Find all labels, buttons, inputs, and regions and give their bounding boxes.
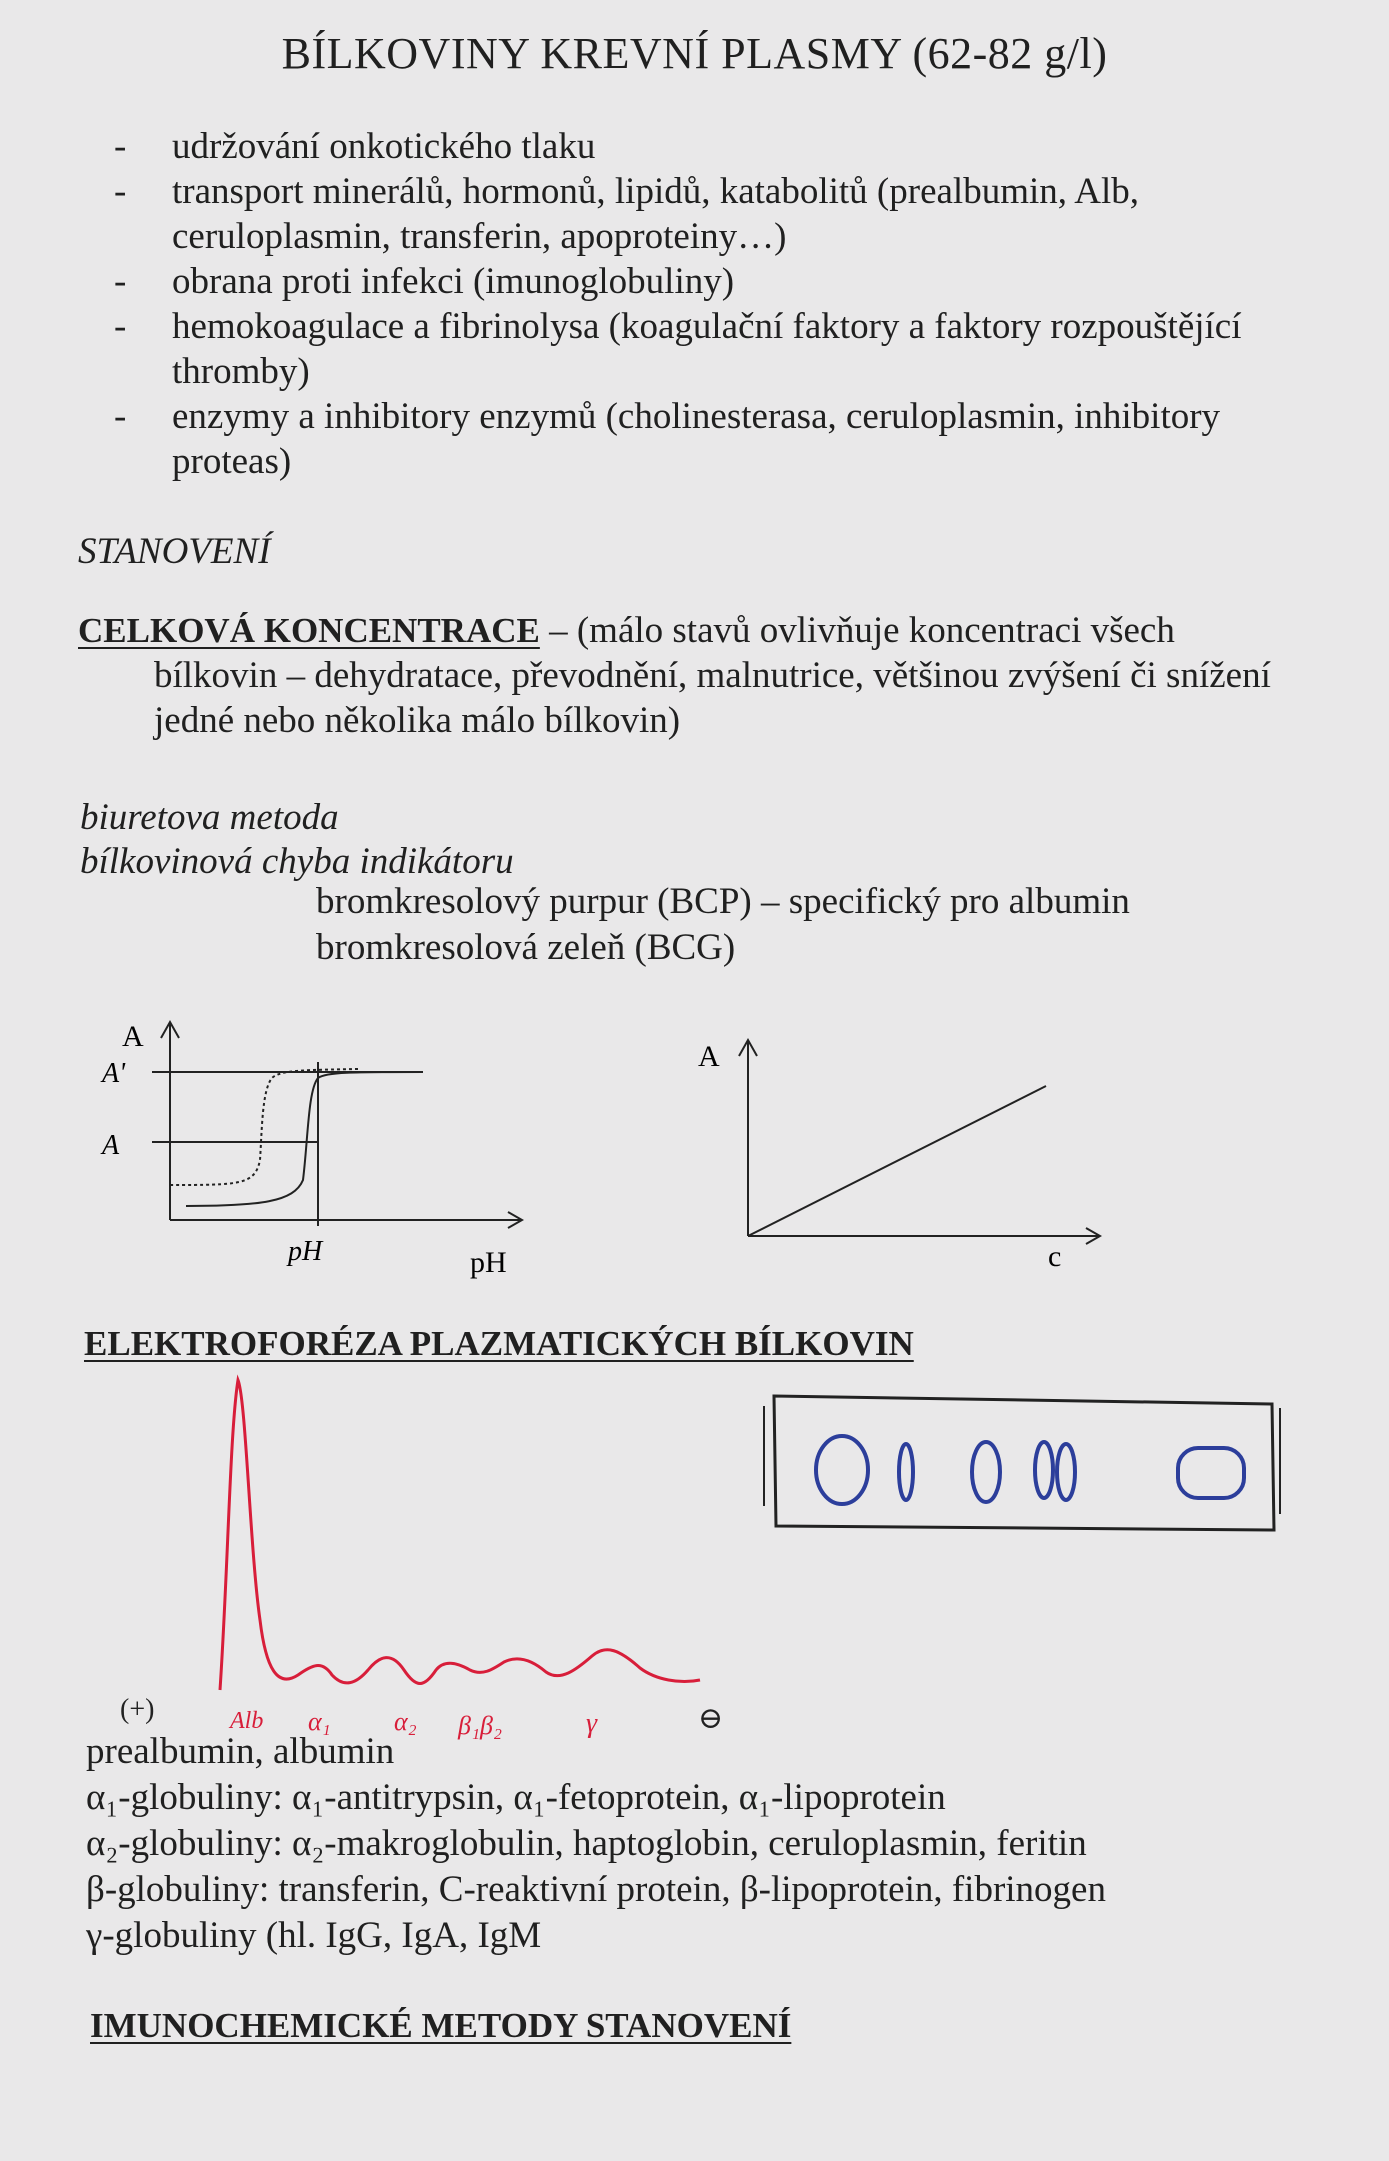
y-axis-label: A — [698, 1040, 720, 1073]
electrophoresis-heading: ELEKTROFORÉZA PLAZMATICKÝCH BÍLKOVIN — [84, 1324, 914, 1363]
electrophoresis-gel-strip — [760, 1382, 1290, 1542]
peak-label-beta: β₁β₂ — [458, 1711, 502, 1740]
solid-curve — [186, 1072, 423, 1206]
x-axis-label: pH — [470, 1246, 507, 1279]
band-alpha1 — [899, 1444, 913, 1500]
electrophoresis-curve — [100, 1370, 740, 1760]
list-item: - transport minerálů, hormonů, lipidů, katabolitů (prealbumin, Alb, ceruloplasmin, transferin, apoproteiny…) — [110, 169, 1340, 259]
peak-label-alpha2: α₂ — [394, 1707, 417, 1736]
cathode-label: ⊖ — [698, 1702, 724, 1735]
fraction-alpha1: α₁-globuliny: α₁-antitrypsin, α₁-fetoprotein, α₁-lipoprotein — [86, 1777, 946, 1818]
linear-line — [748, 1086, 1046, 1236]
band-beta1 — [1035, 1442, 1053, 1498]
total-concentration-section — [78, 608, 1338, 743]
biuret-method: biuretova metoda — [80, 797, 339, 838]
band-albumin — [816, 1436, 868, 1504]
bcg-method: bromkresolová zeleň (BCG) — [316, 927, 736, 968]
curve-path — [220, 1380, 700, 1690]
x-axis-label: c — [1048, 1240, 1062, 1273]
absorbance-ph-graph — [90, 1010, 550, 1290]
total-concentration-text-rest: bílkovin – dehydratace, převodnění, malnutrice, většinou zvýšení či snížení jedné nebo několika málo bílkovin) — [154, 655, 1271, 741]
page-title: BÍLKOVINY KREVNÍ PLASMY (62-82 g/l) — [281, 29, 1108, 78]
fraction-prealbumin: prealbumin, albumin — [86, 1731, 395, 1772]
bcp-method: bromkresolový purpur (BCP) – specifický pro albumin — [316, 881, 1130, 922]
list-item: - hemokoagulace a fibrinolysa (koagulační faktory a faktory rozpouštějící thromby) — [110, 304, 1340, 394]
peak-label-alpha1: α₁ — [308, 1707, 331, 1736]
level-lower-label: A — [102, 1130, 120, 1161]
stanoveni-heading: STANOVENÍ — [78, 531, 271, 572]
list-item: - obrana proti infekci (imunoglobuliny) — [110, 259, 1340, 304]
level-upper-label: A' — [102, 1058, 126, 1089]
anode-label: (+) — [120, 1694, 155, 1725]
gel-strip-border — [774, 1396, 1274, 1530]
ph-marker-label: pH — [288, 1236, 323, 1267]
fraction-gamma: γ-globuliny (hl. IgG, IgA, IgM — [86, 1915, 542, 1956]
peak-label-alb: Alb — [230, 1708, 264, 1734]
functions-list — [110, 124, 1340, 484]
fraction-alpha2: α₂-globuliny: α₂-makroglobulin, haptoglobin, ceruloplasmin, feritin — [86, 1823, 1087, 1864]
band-beta2 — [1057, 1444, 1075, 1500]
list-item: - enzymy a inhibitory enzymů (cholinesterasa, ceruloplasmin, inhibitory proteas) — [110, 394, 1340, 484]
immunochemical-heading: IMUNOCHEMICKÉ METODY STANOVENÍ — [90, 2006, 792, 2045]
y-axis-label: A — [122, 1020, 144, 1053]
fraction-beta: β-globuliny: transferin, C-reaktivní protein, β-lipoprotein, fibrinogen — [86, 1869, 1106, 1910]
total-concentration-text-line1: – (málo stavů ovlivňuje koncentraci všech — [539, 610, 1175, 651]
peak-label-gamma: γ — [586, 1708, 598, 1739]
list-item: - udržování onkotického tlaku — [110, 124, 1340, 169]
band-alpha2 — [972, 1442, 1000, 1502]
absorbance-concentration-graph — [690, 1030, 1110, 1280]
band-gamma — [1178, 1448, 1244, 1498]
total-concentration-heading: CELKOVÁ KONCENTRACE — [78, 611, 540, 650]
indicator-error: bílkovinová chyba indikátoru — [80, 841, 514, 882]
dotted-curve — [170, 1069, 358, 1185]
